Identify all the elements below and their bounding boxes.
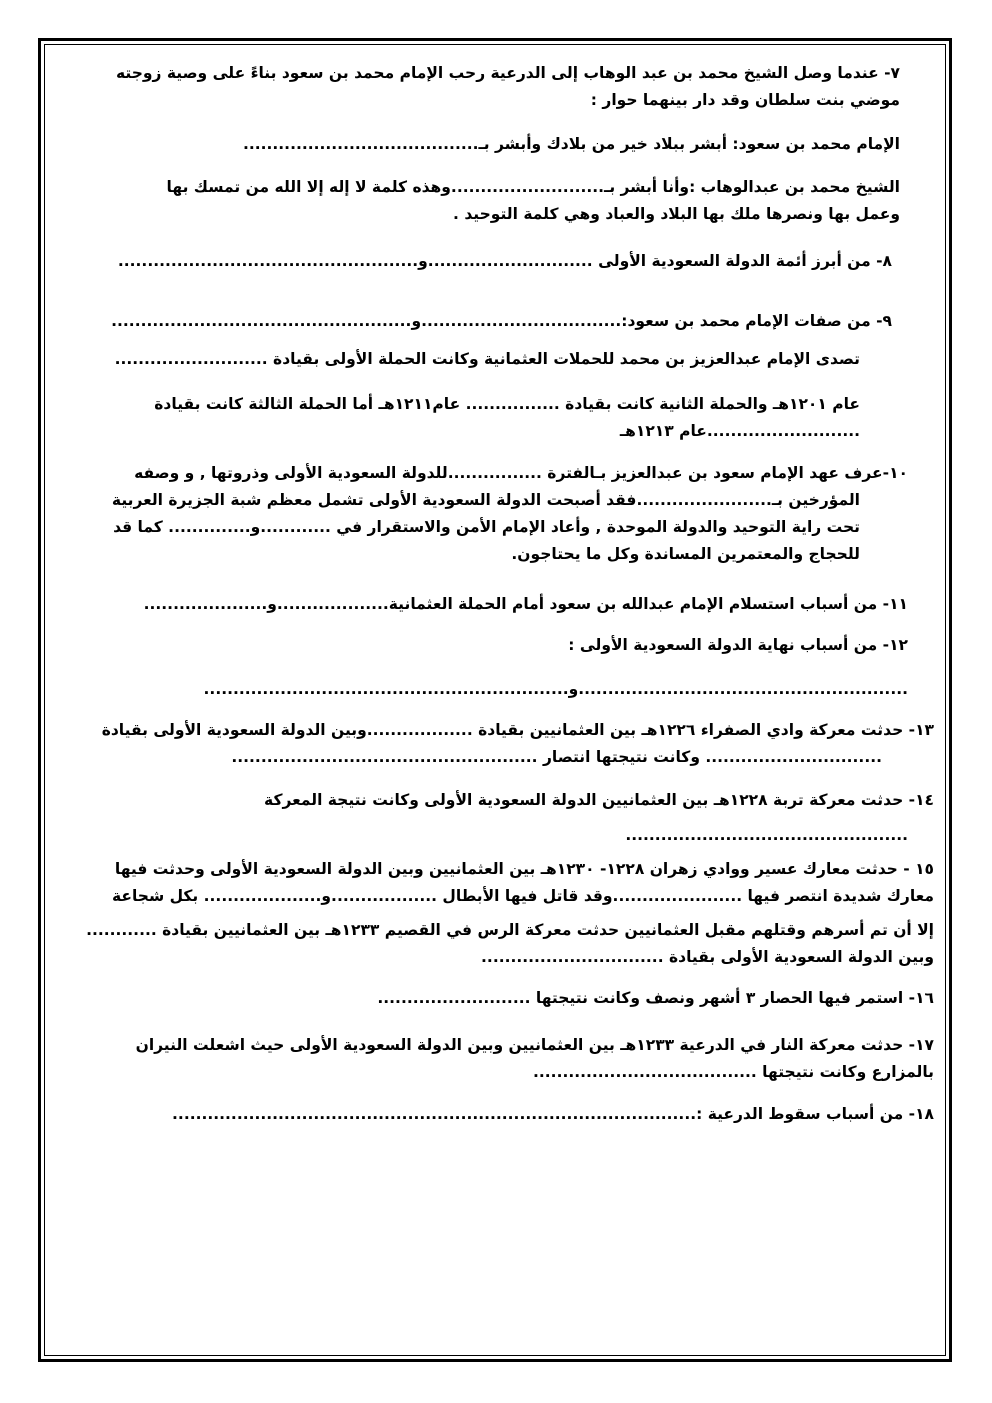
- question-15-line-2: معارك شديدة انتصر فيها ......................وقد قاتل فيها الأبطال ..................و.................... بكل شجاعة: [111, 887, 934, 905]
- question-7-line-3: الإمام محمد بن سعود: أبشر ببلاد خير من بلادك وأبشر بـ........................................: [242, 135, 900, 153]
- question-10-line-1: ١٠-عرف عهد الإمام سعود بن عبدالعزيز بـالفترة ................للدولة السعودية الأولى وذروتها , و وصفه: [134, 464, 908, 482]
- campaigns-line-3: ..........................عام ١٢١٣هـ: [619, 422, 860, 440]
- question-12-line-2: ........................................................و..............................................................: [203, 680, 908, 698]
- question-15-line-3: إلا أن تم أسرهم وقتلهم مقبل العثمانيين حدثت معركة الرس في القصيم ١٢٣٣هـ بين العثمانيين بقيادة ............: [86, 921, 934, 939]
- question-7-line-4: الشيخ محمد بن عبدالوهاب :وأنا أبشر بـ..........................وهذه كلمة لا إله إلا الله من تمسك بها: [166, 178, 900, 196]
- question-18: ١٨- من أسباب سقوط الدرعية :.........................................................................................: [172, 1105, 934, 1123]
- page-border-inner: [44, 44, 946, 1356]
- question-11: ١١- من أسباب استسلام الإمام عبدالله بن سعود أمام الحملة العثمانية...................و.....................: [143, 595, 908, 613]
- question-8: ٨- من أبرز أئمة الدولة السعودية الأولى ............................و...................................................: [117, 252, 892, 270]
- question-7-line-1: ٧- عندما وصل الشيخ محمد بن عبد الوهاب إلى الدرعية رحب الإمام محمد بن سعود بناءً على وصية زوجته: [115, 64, 900, 82]
- question-14-line-1: ١٤- حدثت معركة تربة ١٢٢٨هـ بين العثمانيين الدولة السعودية الأولى وكانت نتيجة المعركة: [264, 791, 934, 809]
- question-17-line-2: بالمزارع وكانت نتيجتها ......................................: [533, 1063, 934, 1081]
- question-7-line-5: وعمل بها ونصرها ملك بها البلاد والعباد وهي كلمة التوحيد .: [453, 205, 900, 223]
- question-10-line-4: للحجاج والمعتمرين المساندة وكل ما يحتاجون.: [511, 545, 860, 563]
- question-14-line-2: ................................................: [625, 826, 908, 844]
- question-12-line-1: ١٢- من أسباب نهاية الدولة السعودية الأولى :: [568, 636, 908, 654]
- question-16: ١٦- استمر فيها الحصار ٣ أشهر ونصف وكانت نتيجتها ..........................: [377, 989, 934, 1007]
- campaigns-line-1: تصدى الإمام عبدالعزيز بن محمد للحملات العثمانية وكانت الحملة الأولى بقيادة ..........................: [114, 350, 860, 368]
- question-17-line-1: ١٧- حدثت معركة النار في الدرعية ١٢٣٣هـ بين العثمانيين وبين الدولة السعودية الأولى حيث اشعلت النيران: [135, 1036, 934, 1054]
- question-15-line-4: وبين الدولة السعودية الأولى بقيادة ...............................: [481, 948, 934, 966]
- question-13-line-1: ١٣- حدثت معركة وادي الصفراء ١٢٢٦هـ بين العثمانيين بقيادة ..................وبين الدولة السعودية الأولى بقيادة: [101, 721, 934, 739]
- question-10-line-2: المؤرخين بـ.......................فقد أصبحت الدولة السعودية الأولى تشمل معظم شبة الجزيرة العربية: [111, 491, 860, 509]
- question-15-line-1: ١٥ - حدثت معارك عسير ووادي زهران ١٢٢٨- ١٢٣٠هـ بين العثمانيين وبين الدولة السعودية الأولى وحدثت فيها: [114, 860, 934, 878]
- question-7-line-2: موضي بنت سلطان وقد دار بينهما حوار :: [590, 91, 900, 109]
- question-13-line-2: .............................. وكانت نتيجتها انتصار ....................................................: [231, 748, 882, 766]
- campaigns-line-2: عام ١٢٠١هـ والحملة الثانية كانت بقيادة ................ عام١٢١١هـ أما الحملة الثالثة كانت بقيادة: [154, 395, 860, 413]
- question-10-line-3: تحت راية التوحيد والدولة الموحدة , وأعاد الإمام الأمن والاستقرار في ............و.............. كما قد: [113, 518, 860, 536]
- question-9: ٩- من صفات الإمام محمد بن سعود:..................................و...................................................: [111, 312, 892, 330]
